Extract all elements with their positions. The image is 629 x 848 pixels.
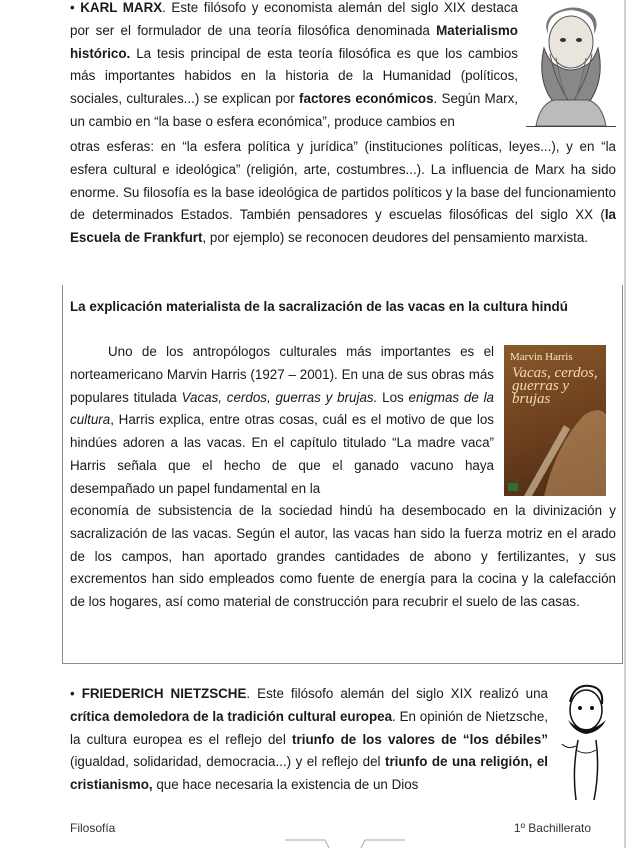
term-factores: factores económicos [299, 91, 434, 107]
page-edge-line [624, 0, 626, 848]
term-escuela-frankfurt: la Escuela de Frankfurt [70, 207, 616, 246]
nietzsche-paragraph: • FRIEDERICH NIETZSCHE. Este filósofo alemán del siglo XIX realizó una crítica demoledora de la tradición cultural europea. En opinión de Nietzsche, la cultura europea es el reflejo del triunfo de los valores de “los débiles” (igualdad, solidaridad, democracia...) y el reflejo del triunfo de una religión, el cristianismo, que hace necesaria la existencia de un Dios [70, 686, 549, 793]
footer-decoration [285, 838, 405, 848]
hindu-paragraph-continued: economía de subsistencia de la sociedad hindú ha desembocado en la divinización y sacralización de las vacas. Según el autor, las vacas han sido la fuerza motriz en el arado de los campos, han aportado grandes cantidades de abono y fertilizantes, y sus excrementos han sido empleados como fuente de energía para la cocina y la calefacción de los hogares, así como material de construcción para recubrir el suelo de las casas. [70, 503, 616, 610]
hindu-paragraph-intro: Uno de los antropólogos culturales más importantes es el norteamericano Marvin Harris (1927 – 2001). En una de sus obras más populares titulada Vacas, cerdos, guerras y brujas. Los enigmas de la cultura, Harris explica, entre otras cosas, cuál es el motivo de que los hindúes adoren a las vacas. En el capítulo titulado “La madre vaca” Harris señala que el hecho de que el ganado vacuno haya desempañado un papel fundamental en la [70, 344, 494, 496]
nietzsche-heading: FRIEDERICH NIETZSCHE [81, 686, 247, 701]
marx-portrait-image [526, 4, 616, 127]
marx-paragraph-intro: • KARL MARX. Este filósofo y economista alemán del siglo XIX destaca por ser el formulador de una teoría filosófica denominada Materialismo histórico. La tesis principal de esta teoría filosófica es que los cambios más importantes habidos en la historia de la Humanidad (políticos, sociales, culturales...) se explican por factores económicos. Según Marx, un cambio en “la base o esfera económica”, produce cambios en [70, 0, 519, 129]
marx-paragraph-continued: otras esferas: en “la esfera política y jurídica” (instituciones políticas, leyes...), y en “la esfera cultural e ideológica” (religión, arte, costumbres...). La influencia de Marx ha sido enorme. Su filosofía es la base ideológica de partidos políticos y la base del funcionamiento de determinados Estados. También pensadores y escuelas filosóficas del siglo XX (la Escuela de Frankfurt, por ejemplo) se reconocen deudores del pensamiento marxista. [70, 139, 616, 246]
book-cover-title: Vacas, cerdos, guerras y brujas [512, 365, 598, 407]
term-cristianismo: triunfo de una religión, el cristianismo, [70, 754, 548, 793]
term-critica: crítica demoledora de la tradición cultural europea [70, 708, 393, 724]
bullet: • [70, 0, 75, 15]
hindu-box-title: La explicación materialista de la sacralización de las vacas en la cultura hindú [70, 299, 568, 314]
term-debiles: triunfo de los valores de “los débiles” [292, 731, 548, 747]
marx-heading: KARL MARX [80, 0, 163, 15]
book-title-part1: Vacas, cerdos, guerras y brujas. [181, 389, 378, 405]
book-title-part2: enigmas de la cultura [70, 389, 494, 428]
footer-subject: Filosofía [70, 821, 116, 835]
book-cover-author: Marvin Harris [510, 351, 573, 363]
book-cover-image [504, 345, 606, 496]
footer-course: 1º Bachillerato [513, 821, 591, 835]
nietzsche-caricature-image [556, 680, 612, 802]
bullet: • [70, 686, 75, 701]
term-materialismo: Materialismo histórico. [70, 22, 518, 61]
